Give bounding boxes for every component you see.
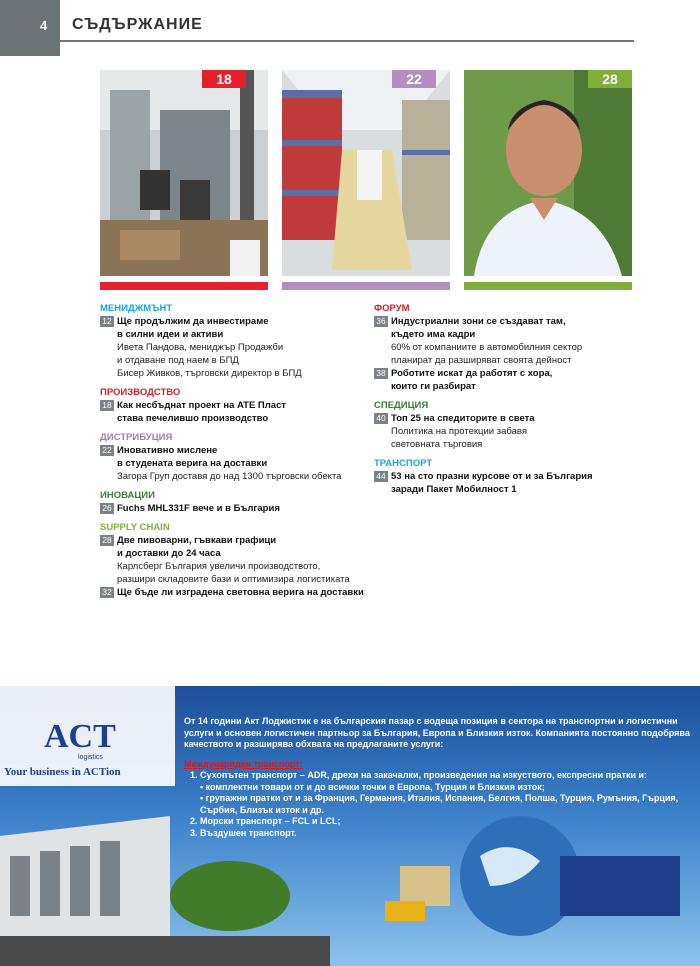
factory-image	[100, 70, 268, 276]
photo-production	[100, 70, 268, 276]
toc-left-column	[100, 296, 370, 599]
ad-list-item: 1. Сухопътен транспорт – ADR, дрехи на закачалки, произведения на изкуството, експресни пратки и:	[190, 770, 648, 780]
header-rule	[60, 40, 634, 42]
toc-item-title: Ще бъде ли изградена световна верига на доставки	[117, 587, 364, 598]
toc-right-column	[374, 296, 644, 496]
toc-item[interactable]	[374, 367, 644, 393]
toc-item-title: Роботите искат да работят с хора, които ги разбират	[391, 368, 553, 392]
toc-item-subtitle: Карлсберг България увеличи производството, разшири складовите бази и оптимизира логистиката	[117, 561, 350, 585]
section-heading: СПЕДИЦИЯ	[374, 400, 429, 411]
ad-list-item: 2. Морски транспорт – FCL и LCL;	[190, 816, 341, 826]
page-ref: 32	[100, 587, 114, 598]
page-header	[0, 0, 700, 56]
page-ref: 40	[374, 413, 388, 424]
toc-item[interactable]	[100, 315, 370, 341]
section-heading: ФОРУМ	[374, 303, 410, 314]
toc-item-subtitle: 60% от компаниите в автомобилния сектор планират да разширяват своята дейност	[391, 342, 583, 366]
toc-item-title: Как несбъднат проект на ATE Пласт става печелившо производство	[117, 400, 287, 424]
ad-list-item: 3. Въздушен транспорт.	[190, 827, 297, 838]
section-heading: ТРАНСПОРТ	[374, 458, 433, 469]
logo-subtext: logistics	[78, 754, 103, 761]
toc-item-title: Топ 25 на спедиторите в света	[391, 413, 535, 424]
ad-slogan: Your business in ACTion	[4, 766, 121, 778]
page-title: СЪДЪРЖАНИЕ	[72, 16, 203, 33]
logo-text: ACT	[44, 718, 116, 755]
section-heading: SUPPLY CHAIN	[100, 522, 170, 533]
toc-item-title: Fuchs MHL331F вече и в България	[117, 503, 280, 514]
page-ref: 44	[374, 471, 388, 482]
section-heading: ДИСТРИБУЦИЯ	[100, 432, 173, 443]
photo-page-badge: 18	[202, 70, 246, 88]
toc-item-title: Индустриални зони се създават там, където има кадри	[391, 316, 566, 340]
page-number: 4	[0, 0, 60, 56]
photo-supply-chain	[464, 70, 632, 276]
page-ref: 18	[100, 400, 114, 411]
section-heading: МЕНИДЖМЪНТ	[100, 303, 173, 314]
toc-item[interactable]	[100, 399, 370, 425]
ad-intro: От 14 години Акт Лоджистик е на българския пазар с водеща позиция в сектора на транспортни и логистични услуги и основен логистичен партньор за България, Европа и Близкия изток. Компанията постоянно подобрява качеството и разширява обхвата на предлаганите услуги:	[184, 716, 690, 749]
toc-item[interactable]	[100, 586, 370, 599]
ad-list-subitem: • групажни пратки от и за Франция, Германия, Италия, Испания, Белгия, Полша, Турция, Румъния, Гърция, Сърбия, Близък изток и др.	[200, 793, 679, 815]
toc-item-title: Иновативно мислене в студената верига на доставки	[117, 445, 268, 469]
toc-item-title: 53 на сто празни курсове от и за България заради Пакет Мобилност 1	[391, 471, 593, 495]
color-bar-purple	[282, 282, 450, 290]
color-bar-red	[100, 282, 268, 290]
section-heading: ИНОВАЦИИ	[100, 490, 155, 501]
warehouse-image	[282, 70, 450, 276]
page-ref: 26	[100, 503, 114, 514]
toc-item[interactable]	[374, 315, 644, 341]
photo-page-badge: 28	[588, 70, 632, 88]
photo-page-badge: 22	[392, 70, 436, 88]
ad-heading: Международен транспорт:	[184, 758, 303, 769]
page-ref: 28	[100, 535, 114, 546]
toc-item[interactable]	[100, 444, 370, 470]
toc-item-title: Ще продължим да инвестираме в силни идеи и активи	[117, 316, 269, 340]
ad-list-subitem: • комплектни товари от и до всички точки в Европа, Турция и Близкия изток;	[200, 781, 545, 792]
ad-body	[184, 716, 694, 839]
act-logo	[44, 718, 116, 761]
toc-item-subtitle: Загора Груп доставя до над 1300 търговски обекта	[117, 471, 342, 482]
toc-item[interactable]	[100, 534, 370, 560]
page-ref: 12	[100, 316, 114, 327]
page-ref: 36	[374, 316, 388, 327]
section-heading: ПРОИЗВОДСТВО	[100, 387, 181, 398]
toc-item-title: Две пивоварни, гъвкави графици и доставки до 24 часа	[117, 535, 277, 559]
toc-item-subtitle: Ивета Пандова, мениджър Продажби и отдаване под наем в БПД Бисер Живков, търговски директор в БПД	[117, 342, 302, 379]
toc-item[interactable]	[374, 412, 644, 425]
page-ref: 38	[374, 368, 388, 379]
color-bar-green	[464, 282, 632, 290]
photo-distribution	[282, 70, 450, 276]
toc-item[interactable]	[100, 502, 370, 515]
toc-item-subtitle: Политика на протекции забавя световната търговия	[391, 426, 527, 450]
page-ref: 22	[100, 445, 114, 456]
portrait-image	[464, 70, 632, 276]
toc-item[interactable]	[374, 470, 644, 496]
